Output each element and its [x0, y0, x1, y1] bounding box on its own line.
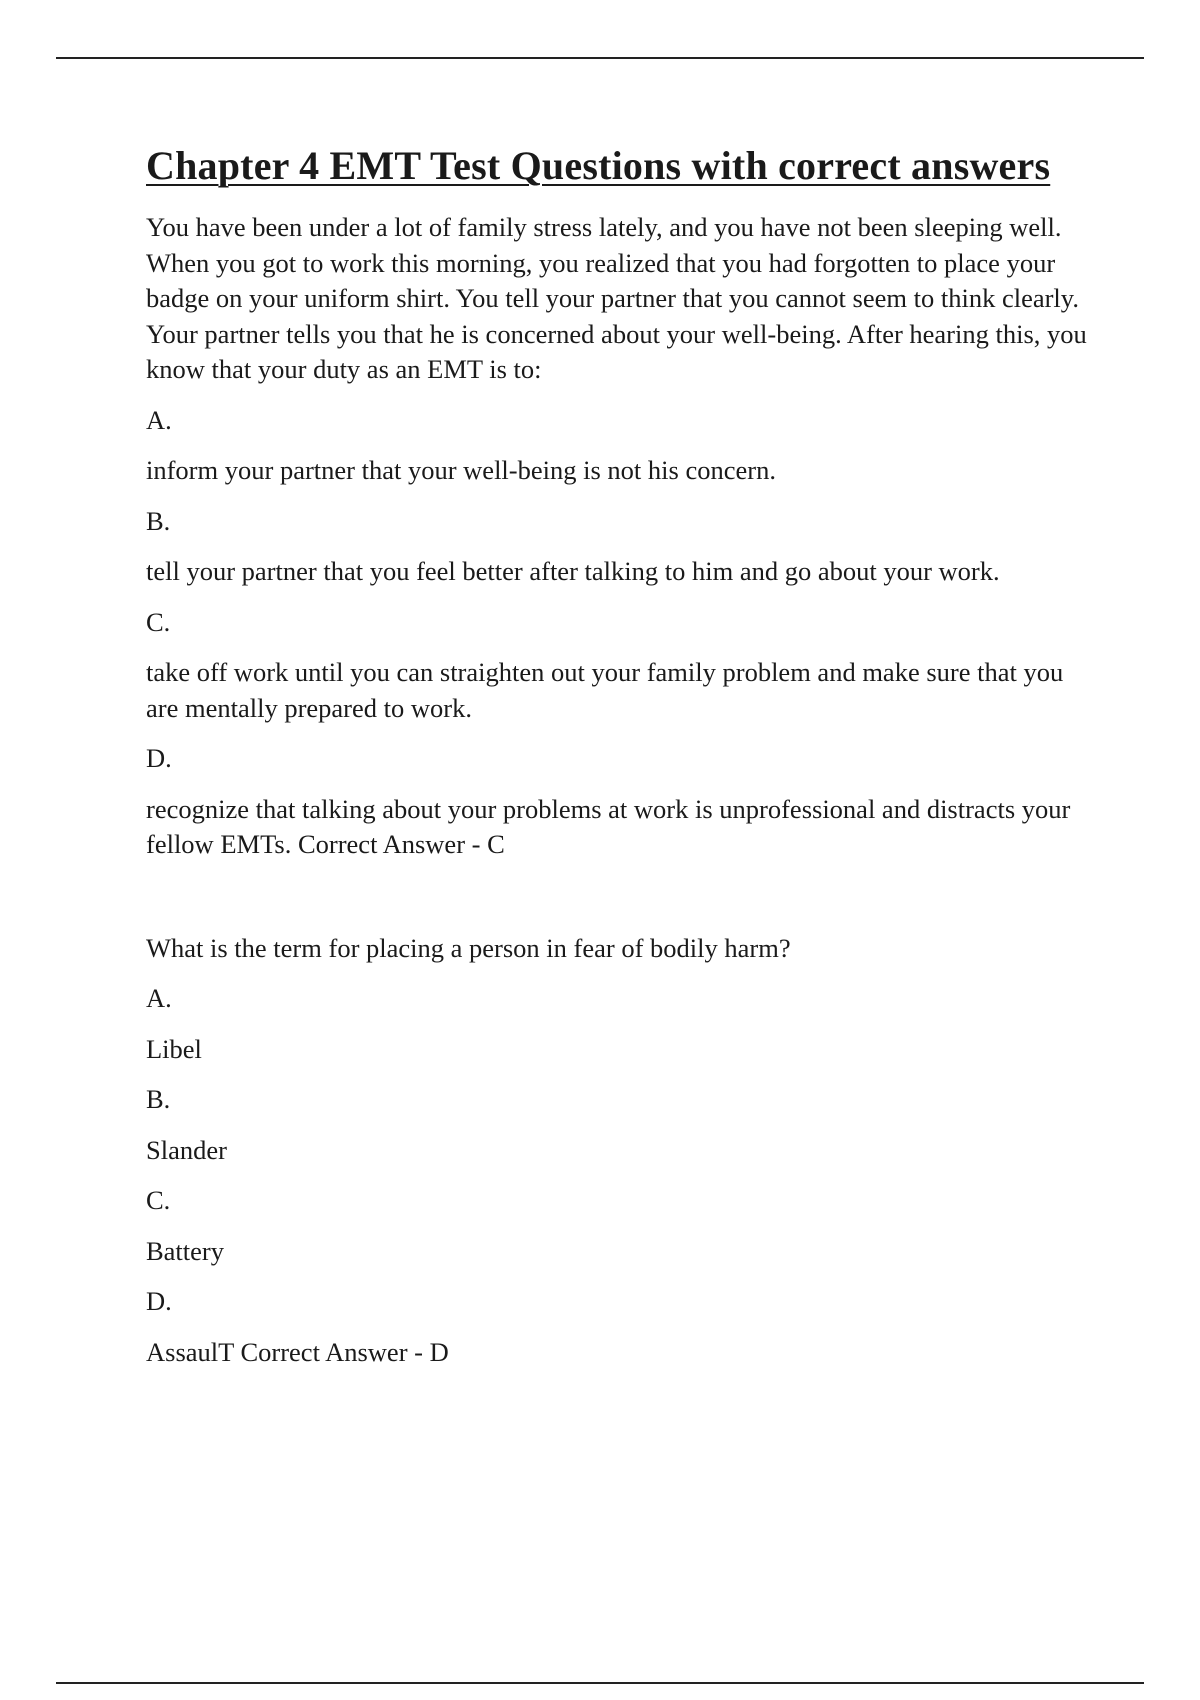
question-text: You have been under a lot of family stress lately, and you have not been sleeping well. When you got to work this morning, you realized that you had forgotten to place your badge on your uniform shirt. You tell your partner that you cannot seem to think clearly. Your partner tells you that he is concerned about your well-being. After hearing this, you know that your duty as an EMT is to: — [146, 212, 1087, 384]
option-letter: A. — [146, 983, 172, 1013]
question-2 — [146, 931, 1096, 1371]
option-text: Battery — [146, 1235, 224, 1266]
option-letter: D. — [146, 1286, 172, 1316]
option-text: tell your partner that you feel better after talking to him and go about your work. — [146, 556, 1000, 586]
question-gap — [146, 878, 1096, 931]
option-letter: B. — [146, 1084, 171, 1114]
option-letter: D. — [146, 743, 172, 773]
option-text-with-answer: AssaulT Correct Answer - D — [146, 1336, 449, 1367]
question-text: What is the term for placing a person in fear of bodily harm? — [146, 932, 791, 963]
option-text: take off work until you can straighten out your family problem and make sure that you are mentally prepared to work. — [146, 657, 1064, 723]
option-letter: C. — [146, 606, 171, 637]
option-text: inform your partner that your well-being is not his concern. — [146, 455, 776, 485]
page-title: Chapter 4 EMT Test Questions with correct answers — [146, 143, 1051, 188]
option-letter: B. — [146, 505, 171, 536]
question-1 — [146, 210, 1096, 863]
option-text: Libel — [146, 1033, 202, 1064]
option-text-with-answer: recognize that talking about your problems at work is unprofessional and distracts your fellow EMTs. Correct Answer - C — [146, 793, 1071, 859]
option-letter: A. — [146, 404, 172, 435]
option-text: Slander — [146, 1134, 227, 1165]
option-letter: C. — [146, 1185, 171, 1215]
header-rule — [56, 57, 1144, 59]
document-body — [146, 142, 1096, 1385]
footer-rule — [56, 1682, 1144, 1684]
